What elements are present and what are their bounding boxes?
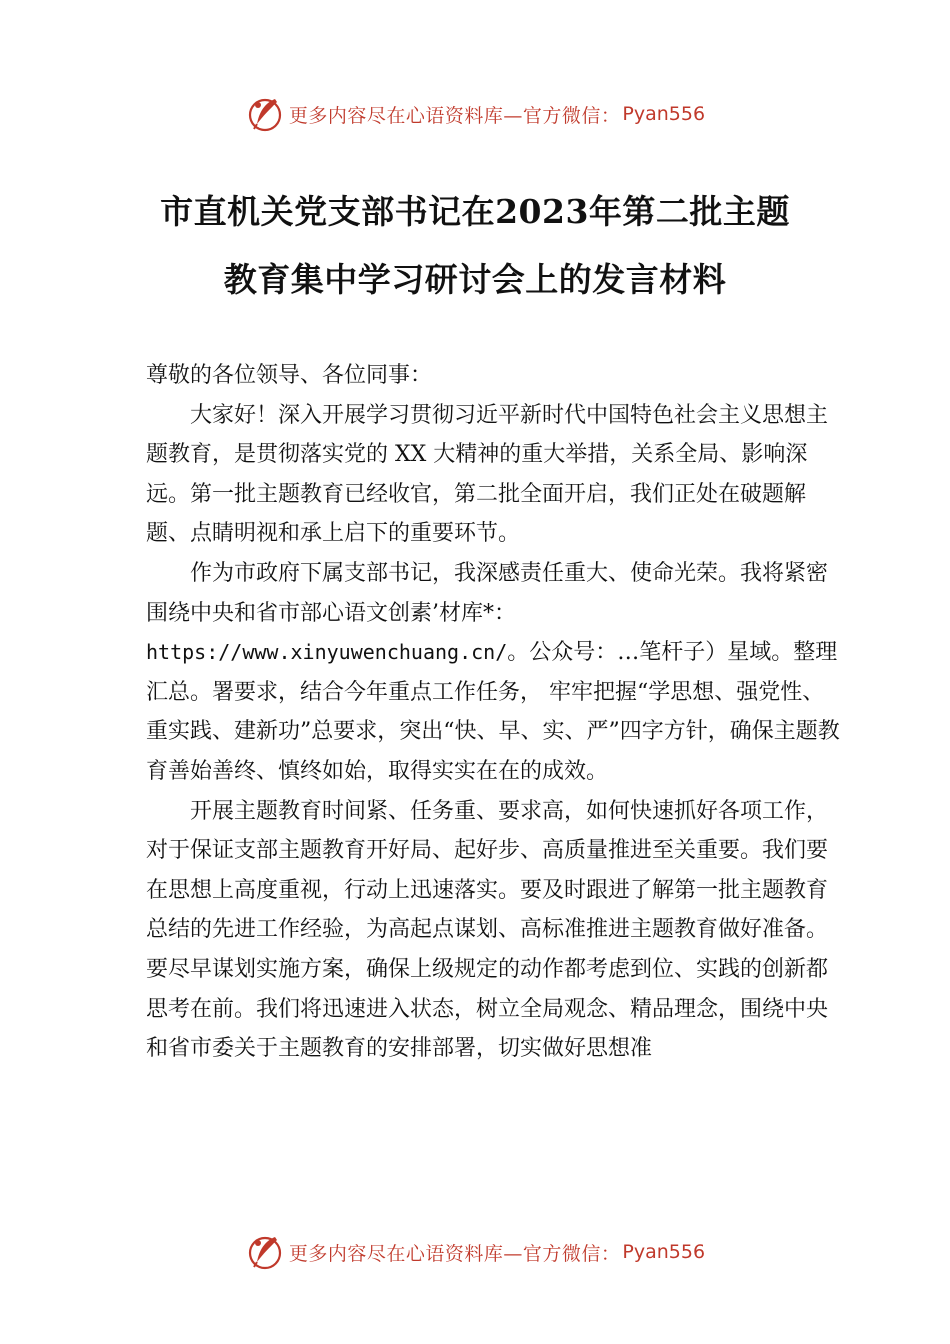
- paragraph-2-url: https://www.xinyuwenchuang.cn/: [146, 640, 508, 665]
- paragraph-2-part-a: 作为市政府下属支部书记，我深感责任重大、使命光荣。我将紧密围绕中央和省市部心语文创素’材库*：: [146, 560, 829, 626]
- paragraph-3: 开展主题教育时间紧、任务重、要求高，如何快速抓好各项工作，对于保证支部主题教育开好局、起好步、高质量推进至关重要。我们要在思想上高度重视，行动上迅速落实。要及时跟进了解第一批主题教育总结的先进工作经验，为高起点谋划、高标准推进主题教育做好准备。要尽早谋划实施方案，确保上级规定的动作都考虑到位、实践的创新都思考在前。我们将迅速进入状态，树立全局观念、精品理念，围绕中央和省市委关于主题教育的安排部署，切实做好思想准: [146, 798, 829, 1062]
- paragraph-1: 大家好！深入开展学习贯彻习近平新时代中国特色社会主义思想主题教育，是贯彻落实党的 XX 大精神的重大举措，关系全局、影响深远。第一批主题教育已经收官，第二批全面开启，我们正处在破题解题、点睛明视和承上启下的重要环节。: [146, 402, 829, 547]
- feather-quill-icon: [245, 1232, 285, 1272]
- header-banner: [0, 94, 950, 134]
- feather-quill-icon: [245, 94, 285, 134]
- banner-wechat-id: Pyan556: [622, 1241, 706, 1263]
- document-body: [146, 356, 846, 1069]
- footer-banner: [0, 1232, 950, 1272]
- salutation: 尊敬的各位领导、各位同事：: [146, 363, 433, 388]
- paragraph-2-part-b: 。公众号：…笔杆子）星域。整理汇总。署要求，结合今年重点工作任务， 牢牢把握“学思想、强党性、重实践、建新功”总要求，突出“快、早、实、严”四字方针，确保主题教育善始善终、慎终如始，取得实实在在的成效。: [146, 640, 840, 784]
- banner-wechat-id: Pyan556: [622, 103, 706, 125]
- paragraph-2: [146, 554, 846, 792]
- title-line-1: 市直机关党支部书记在2023年第二批主题: [160, 192, 790, 231]
- banner-text: 更多内容尽在心语资料库—官方微信：: [288, 1242, 621, 1265]
- document-title: [0, 178, 950, 314]
- banner-text: 更多内容尽在心语资料库—官方微信：: [288, 104, 621, 127]
- title-line-2: 教育集中学习研讨会上的发言材料: [223, 260, 727, 299]
